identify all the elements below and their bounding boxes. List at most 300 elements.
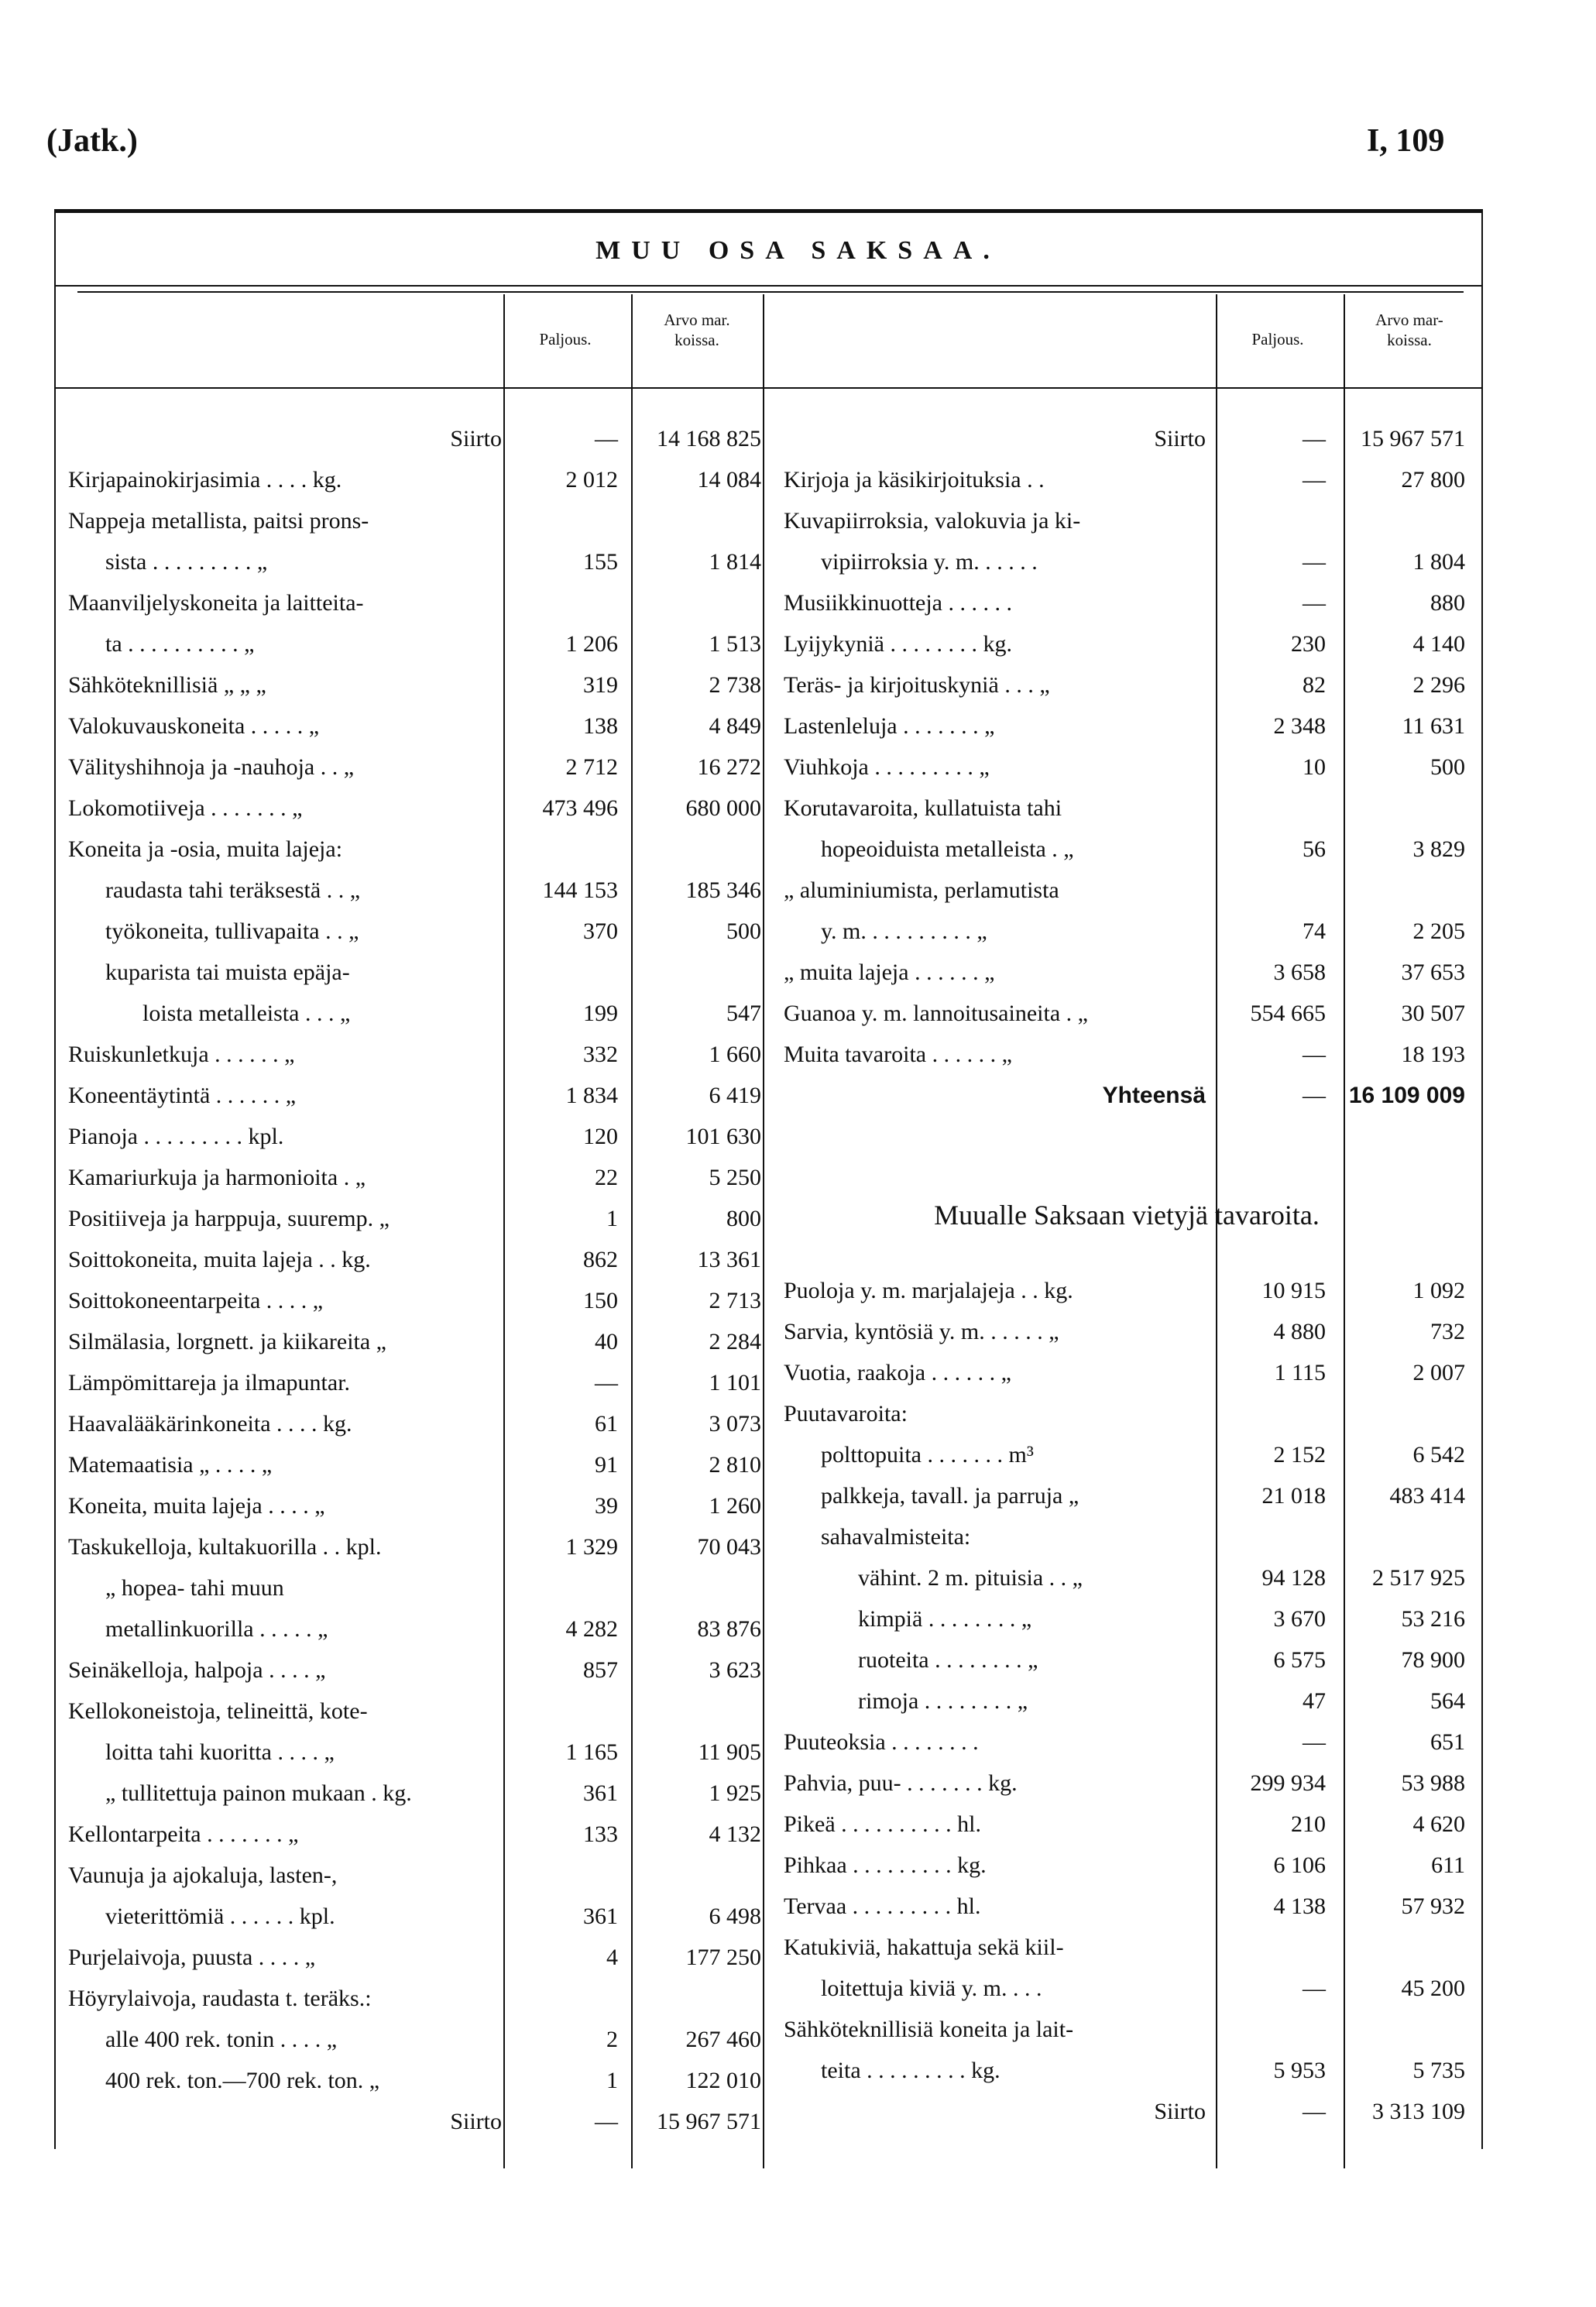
row-label: Koneentäytintä . . . . . . „ [68, 1083, 297, 1108]
row-quantity: 319 [583, 672, 618, 698]
table-row [784, 2050, 1465, 2092]
row-value: 15 967 571 [1361, 426, 1465, 451]
row-label: Matemaatisia „ . . . . „ [68, 1452, 273, 1478]
row-quantity: 332 [583, 1042, 618, 1067]
table-row [68, 1444, 761, 1486]
table-row [784, 788, 1465, 829]
row-value: 267 460 [685, 2027, 761, 2052]
table-row [784, 1075, 1465, 1117]
row-quantity: 2 152 [1273, 1442, 1326, 1468]
row-label: Välityshihnoja ja -nauhoja . . „ [68, 754, 355, 780]
row-label: kuparista tai muista epäja- [105, 960, 350, 985]
row-label: Lyijykyniä . . . . . . . . kg. [784, 631, 1012, 657]
title-rule [54, 285, 1483, 287]
row-label: sahavalmisteita: [821, 1524, 971, 1550]
row-quantity: 4 282 [565, 1616, 618, 1642]
row-quantity: — [1303, 1042, 1326, 1067]
table-row [784, 747, 1465, 788]
row-quantity: 120 [583, 1124, 618, 1149]
row-quantity: 1 329 [565, 1534, 618, 1560]
row-label: Haavalääkärinkoneita . . . . kg. [68, 1411, 352, 1437]
row-quantity: 155 [583, 549, 618, 575]
table-row [68, 911, 761, 953]
row-label: Koneita, muita lajeja . . . . „ [68, 1493, 325, 1519]
row-quantity: — [1303, 467, 1326, 493]
row-label: alle 400 rek. tonin . . . . „ [105, 2027, 338, 2052]
row-value: 15 967 571 [657, 2109, 761, 2134]
row-value: 6 542 [1412, 1442, 1465, 1468]
table-row [68, 1978, 761, 2020]
row-quantity: 47 [1303, 1688, 1326, 1714]
row-value: 70 043 [697, 1534, 761, 1560]
row-quantity: — [1303, 590, 1326, 616]
row-label: loitta tahi kuoritta . . . . „ [105, 1739, 335, 1765]
table-row [784, 2091, 1465, 2133]
row-label: Valokuvauskoneita . . . . . „ [68, 713, 320, 739]
row-quantity: 56 [1303, 836, 1326, 862]
row-value: 680 000 [685, 795, 761, 821]
row-label: Puuteoksia . . . . . . . . [784, 1729, 979, 1755]
row-value: 185 346 [685, 877, 761, 903]
row-label: Sähköteknillisiä koneita ja lait- [784, 2017, 1074, 2042]
row-quantity: — [1303, 426, 1326, 451]
table-row [68, 1732, 761, 1773]
row-value: 122 010 [685, 2068, 761, 2093]
col-header-qty-left: Paljous. [539, 330, 592, 348]
table-row [68, 623, 761, 665]
title-rule-2 [77, 291, 1464, 293]
header-rule [54, 387, 1483, 389]
table-row [784, 1434, 1465, 1476]
row-label: Koneita ja -osia, muita lajeja: [68, 836, 343, 862]
row-value: 14 168 825 [657, 426, 761, 451]
table-row [68, 1896, 761, 1938]
row-quantity: 40 [595, 1329, 618, 1354]
row-label: Positiiveja ja harppuja, suuremp. „ [68, 1206, 390, 1231]
row-label: Pahvia, puu- . . . . . . . kg. [784, 1770, 1018, 1796]
row-value: 16 272 [697, 754, 761, 780]
row-label: Sähköteknillisiä „ „ „ [68, 672, 266, 698]
row-value: 18 193 [1401, 1042, 1465, 1067]
row-value: 2 713 [709, 1288, 761, 1313]
row-value: 30 507 [1401, 1001, 1465, 1026]
table-row [68, 1075, 761, 1117]
row-value: 11 631 [1402, 713, 1465, 739]
row-value: 1 513 [709, 631, 761, 657]
row-value: 2 296 [1412, 672, 1465, 698]
row-value: 16 109 009 [1348, 1083, 1465, 1108]
table-row [68, 1403, 761, 1445]
row-value: 3 073 [709, 1411, 761, 1437]
row-label: Viuhkoja . . . . . . . . . „ [784, 754, 990, 780]
row-quantity: 1 206 [565, 631, 618, 657]
row-value: 483 414 [1389, 1483, 1465, 1509]
row-quantity: 22 [595, 1165, 618, 1190]
row-label: Lastenleluja . . . . . . . „ [784, 713, 995, 739]
row-value: 83 876 [697, 1616, 761, 1642]
row-label: Höyrylaivoja, raudasta t. teräks.: [68, 1986, 372, 2011]
table-row [784, 1598, 1465, 1640]
table-row [784, 1475, 1465, 1517]
row-quantity: 6 575 [1273, 1647, 1326, 1673]
row-quantity: 1 [606, 2068, 618, 2093]
row-label: y. m. . . . . . . . . . „ [821, 918, 987, 944]
row-quantity: 2 712 [565, 754, 618, 780]
row-label: metallinkuorilla . . . . . „ [105, 1616, 328, 1642]
row-quantity: 10 [1303, 754, 1326, 780]
table-row [68, 2019, 761, 2061]
row-label: Tervaa . . . . . . . . . hl. [784, 1893, 981, 1919]
row-label: vieterittömiä . . . . . . kpl. [105, 1904, 335, 1929]
row-label: raudasta tahi teräksestä . . „ [105, 877, 361, 903]
row-value: 611 [1431, 1852, 1465, 1878]
row-value: 177 250 [685, 1945, 761, 1970]
row-quantity: — [1303, 549, 1326, 575]
row-quantity: 5 953 [1273, 2058, 1326, 2083]
table-row [68, 500, 761, 542]
col-rule [763, 294, 764, 2168]
row-value: 651 [1430, 1729, 1465, 1755]
row-quantity: 199 [583, 1001, 618, 1026]
row-value: 2 007 [1412, 1360, 1465, 1385]
table-row [784, 1927, 1465, 1969]
table-row [68, 459, 761, 501]
row-value: 13 361 [697, 1247, 761, 1272]
row-value: 1 260 [709, 1493, 761, 1519]
row-label: sista . . . . . . . . . „ [105, 549, 268, 575]
row-quantity: 138 [583, 713, 618, 739]
table-row [784, 952, 1465, 994]
row-label: kimpiä . . . . . . . . „ [858, 1606, 1032, 1632]
row-label: vipiirroksia y. m. . . . . . [821, 549, 1038, 575]
row-quantity: 150 [583, 1288, 618, 1313]
row-value: 14 084 [697, 467, 761, 493]
table-row [784, 1270, 1465, 1312]
table-row [784, 664, 1465, 706]
table-row [784, 1845, 1465, 1886]
row-label: „ aluminiumista, perlamutista [784, 877, 1059, 903]
row-label: Pikeä . . . . . . . . . . hl. [784, 1811, 981, 1837]
row-quantity: 82 [1303, 672, 1326, 698]
row-value: 1 925 [709, 1780, 761, 1806]
table-row [784, 870, 1465, 911]
row-label: Yhteensä [1102, 1083, 1206, 1108]
row-value: 2 517 925 [1372, 1565, 1465, 1591]
row-label: Ruiskunletkuja . . . . . . „ [68, 1042, 295, 1067]
row-label: Siirto [1154, 426, 1206, 451]
table-row [784, 623, 1465, 665]
row-label: Nappeja metallista, paitsi prons- [68, 508, 369, 534]
table-row [784, 1680, 1465, 1722]
row-label: Kuvapiirroksia, valokuvia ja ki- [784, 508, 1081, 534]
table-row [784, 500, 1465, 542]
row-quantity: 91 [595, 1452, 618, 1478]
row-quantity: 74 [1303, 918, 1326, 944]
row-quantity: 61 [595, 1411, 618, 1437]
row-value: 800 [726, 1206, 761, 1231]
table-row [68, 1855, 761, 1897]
row-value: 53 216 [1401, 1606, 1465, 1632]
row-value: 1 092 [1412, 1278, 1465, 1303]
row-value: 3 623 [709, 1657, 761, 1683]
row-quantity: 3 670 [1273, 1606, 1326, 1632]
row-value: 732 [1430, 1319, 1465, 1344]
row-quantity: — [1303, 1976, 1326, 2001]
table-row [68, 1773, 761, 1814]
row-value: 2 738 [709, 672, 761, 698]
table-row [784, 993, 1465, 1035]
row-value: 547 [726, 1001, 761, 1026]
row-value: 37 653 [1401, 960, 1465, 985]
page-number: I, 109 [1367, 123, 1445, 159]
row-quantity: 133 [583, 1821, 618, 1847]
table-row [68, 1239, 761, 1281]
table-row [784, 1722, 1465, 1763]
row-label: rimoja . . . . . . . . „ [858, 1688, 1028, 1714]
row-label: „ tullitettuja painon mukaan . kg. [105, 1780, 412, 1806]
table-row [784, 1886, 1465, 1928]
table-row [784, 911, 1465, 953]
row-value: 45 200 [1401, 1976, 1465, 2001]
col-header-qty-right: Paljous. [1251, 330, 1304, 348]
table-row [784, 1804, 1465, 1845]
row-value: 2 284 [709, 1329, 761, 1354]
table-row [68, 705, 761, 747]
table-row [68, 788, 761, 829]
row-label: Teräs- ja kirjoituskyniä . . . „ [784, 672, 1050, 698]
row-label: Puutavaroita: [784, 1401, 908, 1426]
table-row [68, 1362, 761, 1404]
table-row [68, 1567, 761, 1609]
col-header-val-right: Arvo mar- koissa. [1375, 311, 1443, 349]
row-quantity: 473 496 [542, 795, 618, 821]
row-value: 5 735 [1412, 2058, 1465, 2083]
row-value: 3 829 [1412, 836, 1465, 862]
row-quantity: 2 [606, 2027, 618, 2052]
row-quantity: 299 934 [1250, 1770, 1326, 1796]
row-quantity: 144 153 [542, 877, 618, 903]
table-row [784, 459, 1465, 501]
row-label: teita . . . . . . . . . kg. [821, 2058, 1001, 2083]
row-quantity: — [595, 426, 618, 451]
row-value: 564 [1430, 1688, 1465, 1714]
table-row [68, 1280, 761, 1322]
row-quantity: 230 [1291, 631, 1326, 657]
table-row [68, 664, 761, 706]
row-quantity: 94 128 [1261, 1565, 1326, 1591]
row-quantity: 1 115 [1274, 1360, 1326, 1385]
table-row [68, 2101, 761, 2143]
row-quantity: 4 138 [1273, 1893, 1326, 1919]
row-value: 4 132 [709, 1821, 761, 1847]
table-row [68, 1691, 761, 1732]
row-label: vähint. 2 m. pituisia . . „ [858, 1565, 1083, 1591]
row-label: Musiikkinuotteja . . . . . . [784, 590, 1012, 616]
row-value: 6 419 [709, 1083, 761, 1108]
row-value: 1 101 [709, 1370, 761, 1396]
row-value: 1 660 [709, 1042, 761, 1067]
table-row [68, 1034, 761, 1076]
table-row [68, 1608, 761, 1650]
page-header-left: (Jatk.) [46, 123, 138, 159]
table-row [68, 2060, 761, 2102]
page-title: MUU OSA SAKSAA. [595, 236, 1001, 265]
table-row [784, 2009, 1465, 2051]
row-label: ruoteita . . . . . . . . „ [858, 1647, 1038, 1673]
row-label: Vuotia, raakoja . . . . . . „ [784, 1360, 1011, 1385]
table-row [784, 1516, 1465, 1558]
table-row [68, 582, 761, 624]
row-quantity: — [1303, 2099, 1326, 2124]
row-quantity: 4 [606, 1945, 618, 1970]
row-label: polttopuita . . . . . . . m³ [821, 1442, 1034, 1468]
row-quantity: 2 348 [1273, 713, 1326, 739]
row-label: Puoloja y. m. marjalajeja . . kg. [784, 1278, 1073, 1303]
row-value: 6 498 [709, 1904, 761, 1929]
row-quantity: — [1303, 1083, 1326, 1108]
row-label: Pihkaa . . . . . . . . . kg. [784, 1852, 987, 1878]
table-row [784, 1034, 1465, 1076]
row-quantity: 361 [583, 1904, 618, 1929]
row-label: Soittokoneita, muita lajeja . . kg. [68, 1247, 371, 1272]
table-row [784, 541, 1465, 583]
row-value: 78 900 [1401, 1647, 1465, 1673]
row-quantity: 370 [583, 918, 618, 944]
row-value: 4 620 [1412, 1811, 1465, 1837]
table-row [68, 1198, 761, 1240]
row-label: Kirjapainokirjasimia . . . . kg. [68, 467, 342, 493]
row-quantity: — [595, 1370, 618, 1396]
row-label: Taskukelloja, kultakuorilla . . kpl. [68, 1534, 382, 1560]
row-label: Maanviljelyskoneita ja laitteita- [68, 590, 364, 616]
row-label: Siirto [450, 2109, 502, 2134]
row-label: Katukiviä, hakattuja sekä kiil- [784, 1935, 1064, 1960]
row-value: 880 [1430, 590, 1465, 616]
table-row [68, 1526, 761, 1568]
row-label: Kellokoneistoja, telineittä, kote- [68, 1698, 368, 1724]
table-row [784, 1352, 1465, 1394]
row-label: Siirto [450, 426, 502, 451]
row-label: 400 rek. ton.—700 rek. ton. „ [105, 2068, 380, 2093]
table-row [68, 418, 761, 460]
row-label: ta . . . . . . . . . . „ [105, 631, 255, 657]
row-value: 57 932 [1401, 1893, 1465, 1919]
row-quantity: 210 [1291, 1811, 1326, 1837]
table-row [784, 418, 1465, 460]
row-value: 3 313 109 [1372, 2099, 1465, 2124]
table-row [784, 1311, 1465, 1353]
row-value: 5 250 [709, 1165, 761, 1190]
table-row [68, 993, 761, 1035]
row-quantity: 1 165 [565, 1739, 618, 1765]
row-label: loista metalleista . . . „ [142, 1001, 351, 1026]
row-value: 500 [726, 918, 761, 944]
row-quantity: 1 [606, 1206, 618, 1231]
row-label: Korutavaroita, kullatuista tahi [784, 795, 1062, 821]
table-row [784, 829, 1465, 870]
row-value: 2 810 [709, 1452, 761, 1478]
table-row [784, 1639, 1465, 1681]
table-row [68, 1116, 761, 1158]
table-row [68, 1321, 761, 1363]
row-label: Silmälasia, lorgnett. ja kiikareita „ [68, 1329, 386, 1354]
table-row [68, 541, 761, 583]
row-label: Vaunuja ja ajokaluja, lasten-, [68, 1862, 338, 1888]
row-label: Muita tavaroita . . . . . . „ [784, 1042, 1012, 1067]
row-label: Guanoa y. m. lannoitusaineita . „ [784, 1001, 1088, 1026]
table-row [68, 1157, 761, 1199]
table-row [784, 1557, 1465, 1599]
row-value: 4 140 [1412, 631, 1465, 657]
row-label: „ muita lajeja . . . . . . „ [784, 960, 995, 985]
row-quantity: 3 658 [1273, 960, 1326, 985]
row-value: 1 814 [709, 549, 761, 575]
row-quantity: 1 834 [565, 1083, 618, 1108]
table-row [68, 1814, 761, 1856]
col-header-val-left: Arvo mar. koissa. [664, 311, 730, 349]
row-quantity: 862 [583, 1247, 618, 1272]
table-row [68, 1650, 761, 1691]
table-row [784, 705, 1465, 747]
row-label: työkoneita, tullivapaita . . „ [105, 918, 359, 944]
row-quantity: 554 665 [1250, 1001, 1326, 1026]
row-label: Soittokoneentarpeita . . . . „ [68, 1288, 324, 1313]
row-value: 2 205 [1412, 918, 1465, 944]
row-label: palkkeja, tavall. ja parruja „ [821, 1483, 1079, 1509]
row-label: „ hopea- tahi muun [105, 1575, 284, 1601]
row-value: 11 905 [698, 1739, 761, 1765]
row-label: Purjelaivoja, puusta . . . . „ [68, 1945, 316, 1970]
row-label: Kellontarpeita . . . . . . . „ [68, 1821, 299, 1847]
table-row [68, 870, 761, 911]
table-row [68, 952, 761, 994]
table-row [68, 829, 761, 870]
table-row [784, 1393, 1465, 1435]
row-value: 4 849 [709, 713, 761, 739]
table-row [784, 1763, 1465, 1804]
row-label: Lokomotiiveja . . . . . . . „ [68, 795, 303, 821]
row-quantity: 2 012 [565, 467, 618, 493]
row-label: Kamariurkuja ja harmonioita . „ [68, 1165, 366, 1190]
section-title: Muualle Saksaan vietyjä tavaroita. [934, 1200, 1320, 1231]
row-label: Seinäkelloja, halpoja . . . . „ [68, 1657, 326, 1683]
row-quantity: 21 018 [1261, 1483, 1326, 1509]
row-value: 1 804 [1412, 549, 1465, 575]
row-quantity: 4 880 [1273, 1319, 1326, 1344]
table-row [68, 1485, 761, 1527]
row-quantity: 39 [595, 1493, 618, 1519]
row-label: Siirto [1154, 2099, 1206, 2124]
table-row [784, 582, 1465, 624]
row-label: Lämpömittareja ja ilmapuntar. [68, 1370, 351, 1396]
row-value: 53 988 [1401, 1770, 1465, 1796]
row-quantity: — [595, 2109, 618, 2134]
row-label: Pianoja . . . . . . . . . kpl. [68, 1124, 284, 1149]
row-value: 27 800 [1401, 467, 1465, 493]
row-quantity: 6 106 [1273, 1852, 1326, 1878]
row-quantity: — [1303, 1729, 1326, 1755]
table-row [68, 747, 761, 788]
table-row [784, 1968, 1465, 2010]
row-label: hopeoiduista metalleista . „ [821, 836, 1074, 862]
row-quantity: 10 915 [1261, 1278, 1326, 1303]
row-label: Kirjoja ja käsikirjoituksia . . [784, 467, 1045, 493]
row-value: 101 630 [685, 1124, 761, 1149]
row-label: loitettuja kiviä y. m. . . . [821, 1976, 1042, 2001]
row-value: 500 [1430, 754, 1465, 780]
row-quantity: 857 [583, 1657, 618, 1683]
row-label: Sarvia, kyntösiä y. m. . . . . . „ [784, 1319, 1059, 1344]
